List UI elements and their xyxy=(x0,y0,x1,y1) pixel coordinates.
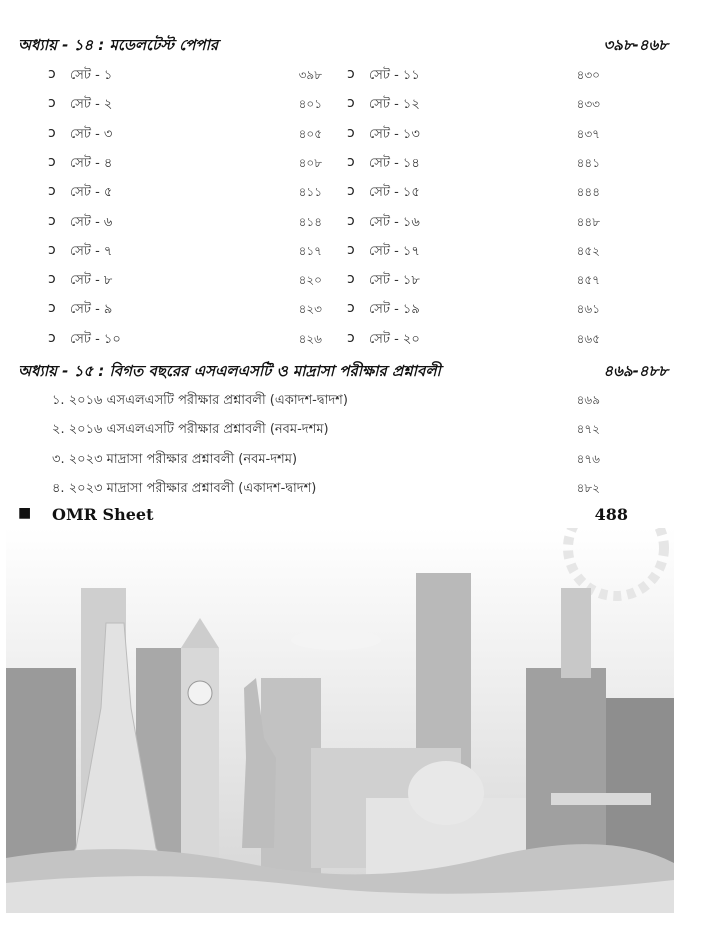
question-set-label: ৩. ২০২৩ মাদ্রাসা পরীক্ষার প্রশ্নাবলী (নবম-দশম) xyxy=(52,451,298,467)
bullet-icon: ↄ xyxy=(347,300,355,317)
set-label: সেট - ২ xyxy=(70,97,113,113)
bullet-icon: ↄ xyxy=(347,183,355,200)
question-set-label: ১. ২০১৬ এসএলএসটি পরীক্ষার প্রশ্নাবলী (একাদশ-দ্বাদশ) xyxy=(52,393,348,408)
bullet-icon: ↄ xyxy=(347,329,355,346)
question-set-page: ৪৭২ xyxy=(576,422,600,437)
set-page: ৪৬৫ xyxy=(576,331,600,346)
bullet-icon: ↄ xyxy=(48,183,56,200)
set-page: ৪১১ xyxy=(298,185,322,200)
chapter-15-title: অধ্যায় - ১৫ : বিগত বছরের এসএলএসটি ও মাদ্রাসা পরীক্ষার প্রশ্নাবলী xyxy=(18,362,441,380)
omr-label: OMR Sheet xyxy=(52,505,154,524)
question-set-page: ৪৭৬ xyxy=(576,451,600,466)
question-set-page: ৪৮২ xyxy=(576,480,600,495)
bullet-icon: ↄ xyxy=(347,124,355,141)
bullet-icon: ↄ xyxy=(48,212,56,229)
bullet-icon: ↄ xyxy=(347,153,355,170)
bullet-icon: ↄ xyxy=(347,241,355,258)
bullet-icon: ↄ xyxy=(347,66,355,82)
set-label: সেট - ১ xyxy=(70,68,113,83)
set-page: ৪০৮ xyxy=(298,155,322,170)
set-label: সেট - ৬ xyxy=(70,214,113,230)
set-page: ৪৩০ xyxy=(576,68,600,82)
bullet-icon: ↄ xyxy=(48,300,56,317)
bullet-icon: ↄ xyxy=(48,124,56,141)
set-label: সেট - ১৫ xyxy=(369,185,420,201)
chapter-14-pages: ৩৯৮-৪৬৮ xyxy=(603,36,668,54)
set-page: ৪৫৭ xyxy=(576,273,600,288)
set-page: ৪১৭ xyxy=(298,243,322,258)
bullet-icon: ↄ xyxy=(347,95,355,112)
set-page: ৪৫২ xyxy=(576,243,600,258)
set-label: সেট - ১৭ xyxy=(369,243,420,259)
set-page: ৪৩৭ xyxy=(576,126,600,141)
set-page: ৪০১ xyxy=(298,97,322,112)
set-label: সেট - ১৮ xyxy=(369,273,420,289)
set-label: সেট - ৩ xyxy=(70,126,113,142)
set-label: সেট - ১৩ xyxy=(369,126,420,142)
set-page: ৪৪৪ xyxy=(576,185,600,200)
set-page: ৪২৬ xyxy=(298,331,322,346)
set-label: সেট - ১৬ xyxy=(369,214,420,230)
bullet-icon: ↄ xyxy=(48,271,56,288)
set-page: ৪৪১ xyxy=(576,155,600,170)
set-label: সেট - ১০ xyxy=(70,331,121,347)
set-page: ৪০৫ xyxy=(298,126,322,141)
bullet-icon: ↄ xyxy=(48,153,56,170)
set-label: সেট - ১১ xyxy=(369,68,420,83)
bullet-icon: ↄ xyxy=(347,271,355,288)
set-label: সেট - ৫ xyxy=(70,185,113,201)
set-label: সেট - ৯ xyxy=(70,302,113,318)
set-label: সেট - ৪ xyxy=(70,155,113,171)
set-label: সেট - ১৯ xyxy=(369,302,420,318)
bullet-icon: ↄ xyxy=(48,95,56,112)
set-label: সেট - ৭ xyxy=(70,243,113,259)
omr-page: 488 xyxy=(594,505,628,524)
set-label: সেট - ১৪ xyxy=(369,155,420,171)
bullet-icon: ↄ xyxy=(48,66,56,82)
set-page: ৪২০ xyxy=(298,273,322,288)
set-page: ৪২৩ xyxy=(298,302,322,317)
chapter-14-title: অধ্যায় - ১৪ : মডেলটেস্ট পেপার xyxy=(18,36,219,54)
set-page: ৪৩৩ xyxy=(576,97,600,112)
question-set-label: ৪. ২০২৩ মাদ্রাসা পরীক্ষার প্রশ্নাবলী (একাদশ-দ্বাদশ) xyxy=(52,480,317,496)
city-skyline-illustration xyxy=(6,528,674,913)
bullet-icon: ↄ xyxy=(48,241,56,258)
set-page: ৪৬১ xyxy=(576,302,600,317)
omr-bullet-icon: ■ xyxy=(18,505,32,521)
chapter-15-pages: ৪৬৯-৪৮৮ xyxy=(603,362,668,380)
set-page: ৩৯৮ xyxy=(298,68,322,82)
question-set-page: ৪৬৯ xyxy=(576,393,600,407)
bullet-icon: ↄ xyxy=(48,329,56,346)
set-label: সেট - ৮ xyxy=(70,273,113,289)
set-label: সেট - ১২ xyxy=(369,97,420,113)
bullet-icon: ↄ xyxy=(347,212,355,229)
question-set-label: ২. ২০১৬ এসএলএসটি পরীক্ষার প্রশ্নাবলী (নবম-দশম) xyxy=(52,422,329,438)
set-page: ৪১৪ xyxy=(298,214,322,229)
set-page: ৪৪৮ xyxy=(576,214,600,229)
set-label: সেট - ২০ xyxy=(369,331,420,347)
